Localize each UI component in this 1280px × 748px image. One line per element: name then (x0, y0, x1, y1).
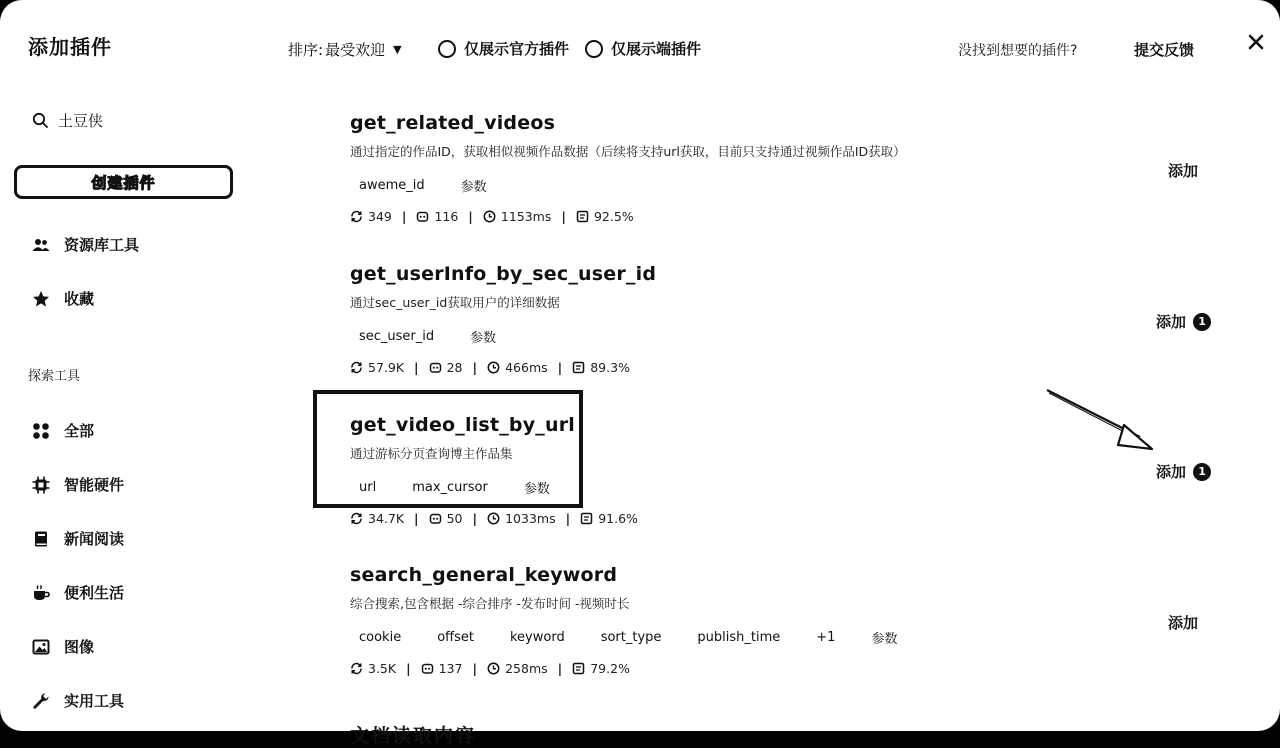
refresh-icon (350, 210, 363, 223)
bots-value: 50 (446, 511, 463, 526)
plugin-card[interactable] (350, 564, 1250, 676)
caret-down-icon: ▼ (393, 43, 402, 56)
plugin-description: 综合搜索,包含根据 -综合排序 -发布时间 -视频时长 (350, 596, 630, 611)
add-plugin-button[interactable] (1156, 461, 1211, 482)
add-plugin-button[interactable] (1168, 160, 1198, 181)
latency-stat (483, 209, 552, 224)
add-label: 添加 (1156, 463, 1187, 481)
uses-stat (350, 209, 392, 224)
more-params-tag[interactable]: +1 (816, 630, 836, 645)
highlight-annotation-box (313, 390, 583, 508)
separator: | (468, 209, 473, 224)
latency-stat (487, 661, 548, 676)
success-value: 79.2% (590, 661, 630, 676)
bots-value: 116 (434, 209, 459, 224)
bot-icon (429, 361, 442, 374)
add-label: 添加 (1156, 313, 1187, 331)
separator: | (565, 511, 571, 526)
filter-edge-radio[interactable] (585, 38, 701, 59)
create-plugin-button[interactable] (14, 165, 233, 199)
param-tag: url (359, 480, 377, 495)
param-tag: keyword (509, 630, 565, 645)
sidebar-item-label: 便利生活 (64, 584, 125, 602)
refresh-icon (350, 512, 363, 525)
bots-stat (416, 209, 458, 224)
sidebar-item-life[interactable] (32, 582, 124, 603)
success-value: 89.3% (590, 360, 630, 375)
latency-value: 258ms (505, 661, 548, 676)
sidebar-item-all[interactable] (32, 420, 94, 441)
param-tag: 参数 (871, 632, 898, 647)
add-label: 添加 (1168, 614, 1199, 632)
annotation-arrow-icon (1040, 385, 1160, 455)
explore-section-label: 探索工具 (28, 369, 81, 384)
sidebar-item-favorites[interactable] (32, 288, 94, 309)
sidebar-item-label: 资源库工具 (64, 236, 140, 254)
bot-icon (429, 512, 442, 525)
plugin-description: 通过游标分页查询博主作品集 (350, 446, 513, 461)
sidebar-item-label: 实用工具 (64, 692, 125, 710)
separator: | (472, 360, 478, 375)
separator: | (414, 360, 419, 375)
grid-icon (32, 422, 50, 440)
coffee-cup-icon (32, 584, 50, 602)
uses-stat (350, 360, 404, 375)
bots-stat (429, 360, 463, 375)
clock-icon (487, 361, 500, 374)
separator: | (557, 661, 563, 676)
refresh-icon (350, 361, 363, 374)
book-icon (32, 530, 50, 548)
sidebar-item-label: 全部 (64, 422, 95, 440)
uses-value: 57.9K (368, 360, 405, 375)
sidebar-item-label: 智能硬件 (64, 476, 125, 494)
plugin-name: search_general_keyword (350, 564, 618, 586)
param-tag: 参数 (460, 180, 487, 195)
plugin-name: get_userInfo_by_sec_user_id (350, 263, 657, 285)
sort-dropdown[interactable] (288, 39, 402, 60)
close-icon[interactable] (1245, 31, 1267, 53)
next-plugin-name-partial: 文档读取内容 (350, 725, 477, 747)
param-tag: 参数 (523, 482, 550, 497)
sidebar-item-label: 图像 (64, 638, 95, 656)
document-icon (572, 361, 585, 374)
param-tag: offset (437, 630, 474, 645)
latency-value: 466ms (505, 360, 548, 375)
uses-stat (350, 511, 404, 526)
plugin-name: get_related_videos (350, 112, 556, 134)
separator: | (472, 661, 478, 676)
document-icon (580, 512, 593, 525)
count-badge: 1 (1193, 463, 1211, 481)
add-plugin-button[interactable] (1156, 311, 1211, 332)
plugin-stats (350, 209, 1250, 224)
plugin-params (350, 628, 1250, 647)
bots-value: 137 (438, 661, 463, 676)
success-stat (580, 511, 638, 526)
not-found-text: 没找到想要的插件? (958, 43, 1078, 59)
users-icon (32, 236, 50, 254)
param-tag: cookie (359, 630, 402, 645)
plugin-stats (350, 360, 1250, 375)
uses-value: 3.5K (368, 661, 397, 676)
sort-label: 排序: (288, 41, 324, 59)
add-plugin-button[interactable] (1168, 612, 1198, 633)
sort-value: 最受欢迎 (325, 41, 386, 59)
separator: | (414, 511, 419, 526)
success-value: 91.6% (598, 511, 638, 526)
document-icon (572, 662, 585, 675)
latency-stat (487, 511, 556, 526)
search-input[interactable] (32, 110, 103, 131)
sidebar-item-library[interactable] (32, 234, 139, 255)
success-value: 92.5% (593, 209, 634, 224)
radio-circle-icon[interactable] (585, 40, 603, 58)
feedback-link[interactable]: 提交反馈 (1134, 41, 1195, 59)
param-tag: 参数 (470, 331, 497, 346)
bots-value: 28 (446, 360, 463, 375)
bots-stat (429, 511, 463, 526)
plugin-description: 通过指定的作品ID，获取相似视频作品数据（后续将支持url获取，目前只支持通过视频作品ID获取） (350, 144, 906, 159)
clock-icon (487, 662, 500, 675)
plugin-stats (350, 511, 1250, 526)
refresh-icon (350, 662, 363, 675)
image-icon (32, 638, 50, 656)
plugin-card[interactable] (350, 263, 1250, 375)
success-stat (572, 661, 630, 676)
success-stat (572, 360, 630, 375)
filter-official-radio[interactable] (438, 38, 569, 59)
param-tag: sort_type (600, 630, 662, 645)
search-icon (32, 112, 49, 129)
sidebar-item-smart-hardware[interactable] (32, 474, 124, 495)
uses-value: 349 (368, 209, 392, 224)
separator: | (406, 661, 411, 676)
uses-value: 34.7K (368, 511, 405, 526)
plugin-card[interactable] (350, 112, 1250, 224)
plugin-params (350, 176, 1250, 195)
bot-icon (416, 210, 429, 223)
wrench-icon (32, 692, 50, 710)
separator: | (401, 209, 407, 224)
star-icon (32, 290, 50, 308)
uses-stat (350, 661, 396, 676)
plugin-stats (350, 661, 1250, 676)
separator: | (472, 511, 478, 526)
sidebar-item-utilities[interactable] (32, 690, 124, 711)
radio-circle-icon[interactable] (438, 40, 456, 58)
separator: | (561, 209, 566, 224)
latency-value: 1033ms (505, 511, 556, 526)
success-stat (576, 209, 634, 224)
sidebar-item-label: 收藏 (64, 290, 95, 308)
separator: | (557, 360, 563, 375)
sidebar-item-label: 新闻阅读 (64, 530, 125, 548)
bot-icon (421, 662, 434, 675)
chip-icon (32, 476, 50, 494)
document-icon (576, 210, 589, 223)
filter-edge-label: 仅展示端插件 (611, 40, 702, 58)
create-plugin-label: 创建插件 (91, 173, 156, 192)
sidebar-item-news[interactable] (32, 528, 124, 549)
param-tag: aweme_id (359, 178, 425, 193)
clock-icon (487, 512, 500, 525)
count-badge: 1 (1193, 313, 1211, 331)
plugin-description: 通过sec_user_id获取用户的详细数据 (350, 295, 560, 310)
filter-official-label: 仅展示官方插件 (464, 40, 570, 58)
latency-value: 1153ms (500, 209, 552, 224)
sidebar-item-image[interactable] (32, 636, 94, 657)
clock-icon (483, 210, 496, 223)
latency-stat (487, 360, 548, 375)
bots-stat (421, 661, 463, 676)
modal-title: 添加插件 (28, 35, 112, 59)
search-value: 土豆侠 (58, 112, 104, 130)
add-label: 添加 (1168, 162, 1199, 180)
plugin-name: get_video_list_by_url (350, 414, 576, 436)
plugin-params (350, 327, 1250, 346)
param-tag: publish_time (697, 630, 781, 645)
param-tag: sec_user_id (359, 329, 435, 344)
param-tag: max_cursor (412, 480, 488, 495)
